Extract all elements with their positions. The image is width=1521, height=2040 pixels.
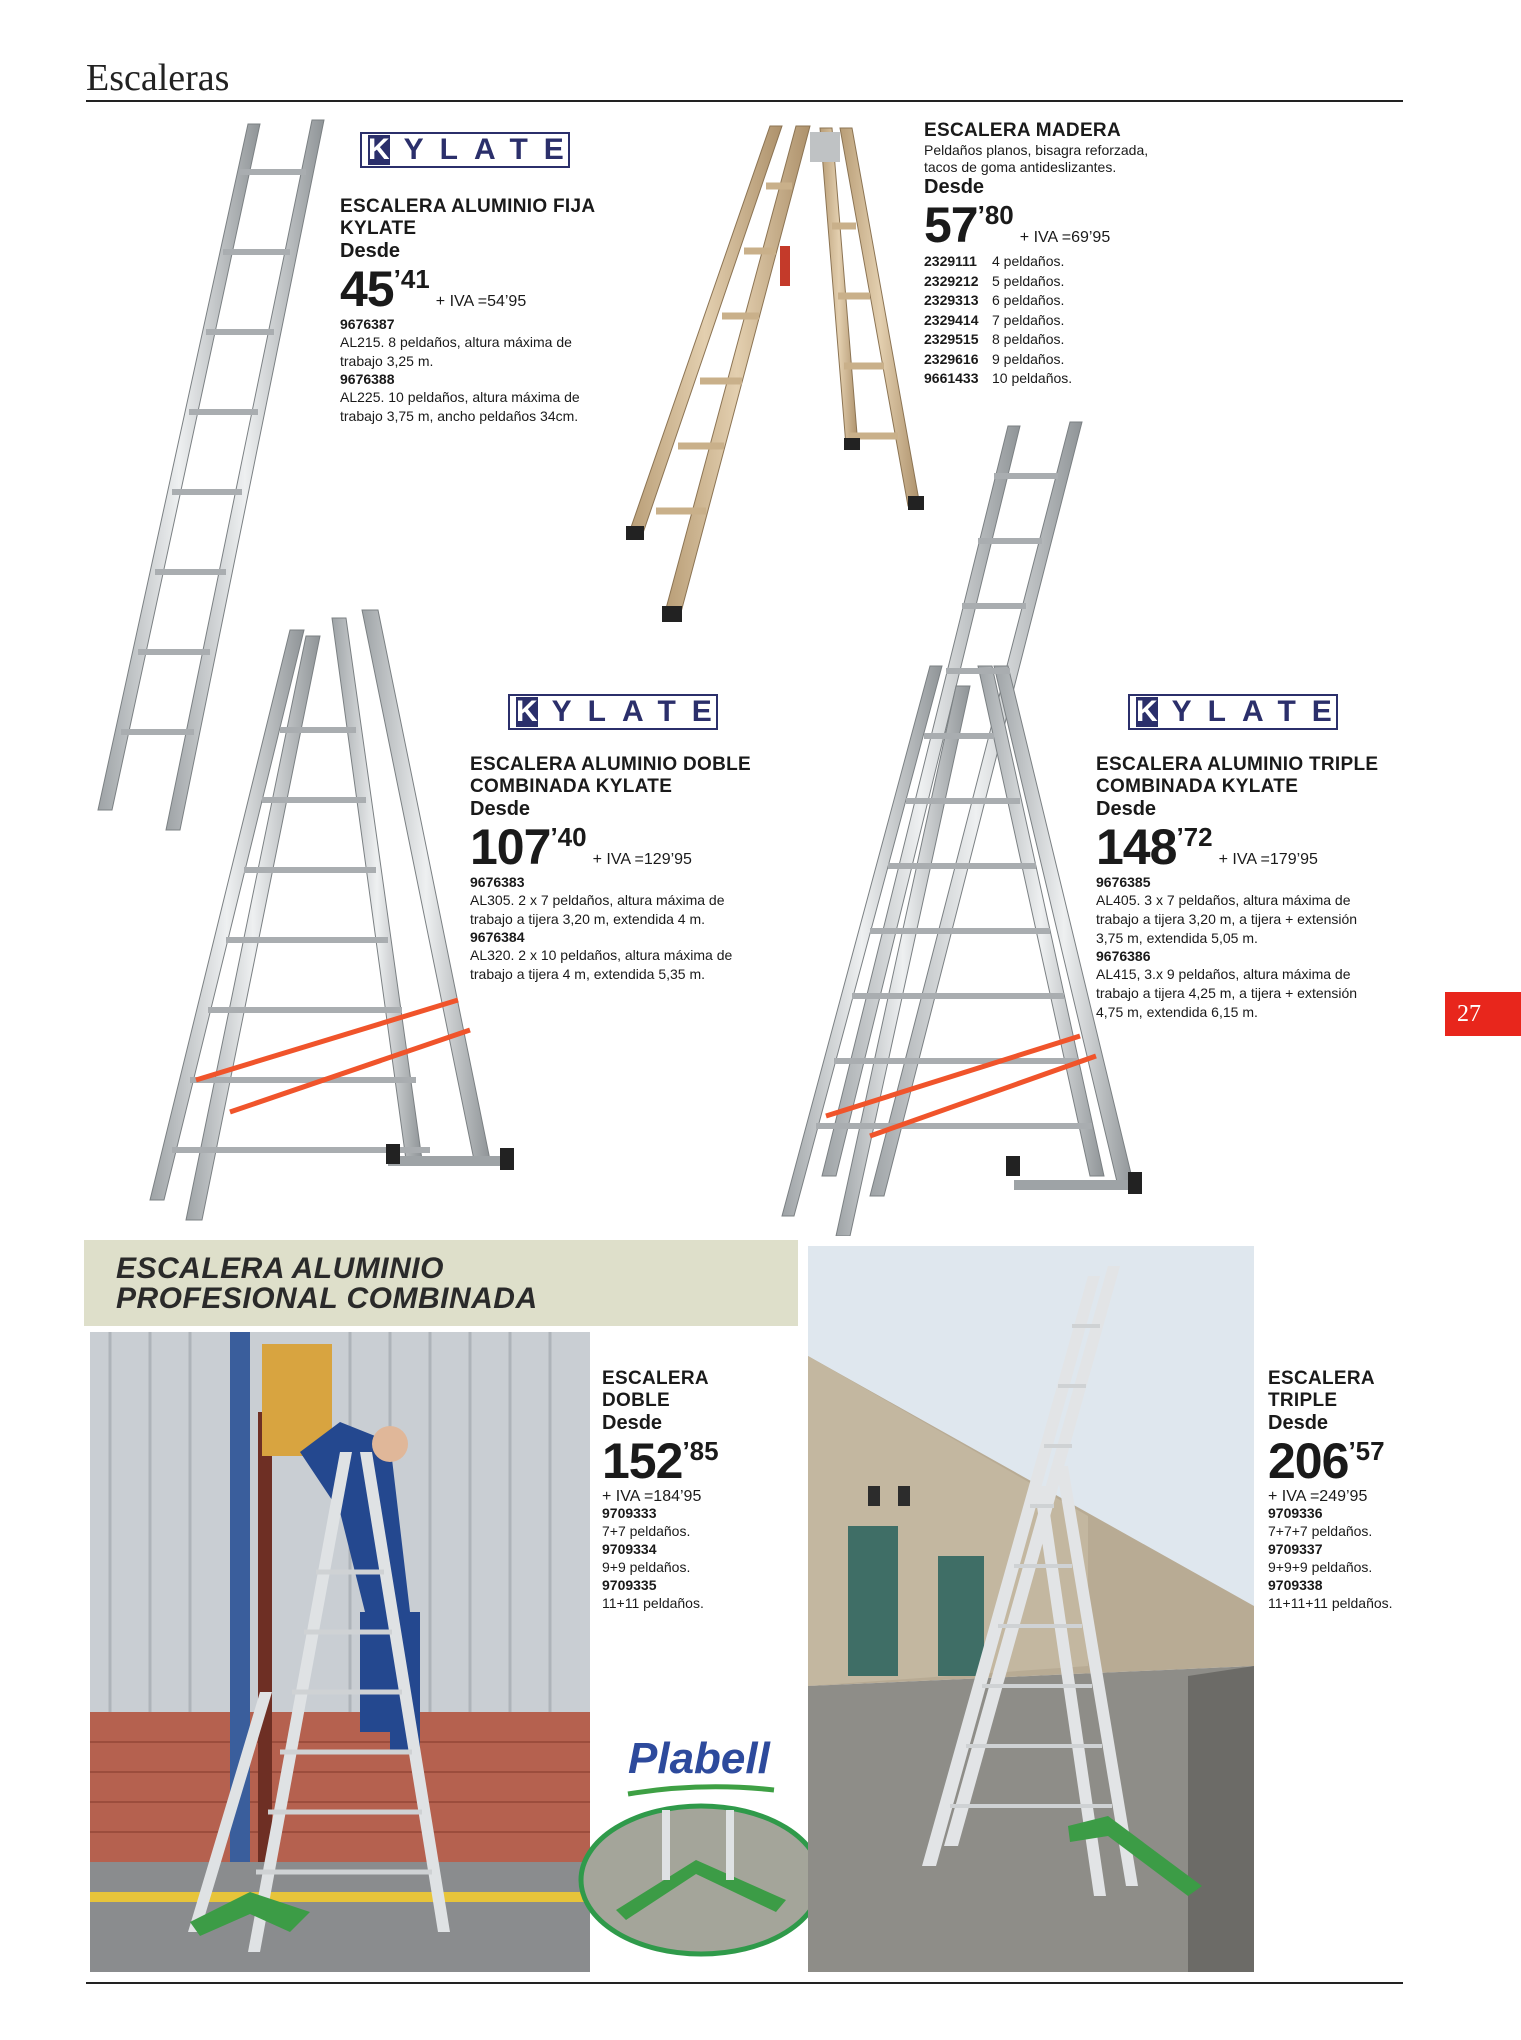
product-code-desc: 9+9+9 peldaños. xyxy=(1268,1559,1373,1575)
desde-label: Desde xyxy=(602,1412,663,1434)
product-code-desc: AL305. 2 x 7 peldaños, altura máxima de xyxy=(470,892,725,908)
product-code: 2329111 xyxy=(924,253,977,269)
product-title: ESCALERA MADERA xyxy=(924,120,1121,141)
desde-label: Desde xyxy=(1268,1412,1329,1434)
price-with-iva: + IVA =54’95 xyxy=(435,293,527,310)
price xyxy=(1096,819,1416,875)
plabell-logo: Plabell xyxy=(628,1734,770,1783)
product-title: ESCALERA xyxy=(602,1368,709,1389)
kylate-logo-text: YLATE xyxy=(1171,695,1348,728)
kylate-logo-initial: K xyxy=(1136,695,1158,728)
product-fija xyxy=(340,196,640,426)
model-desc: 9 peldaños. xyxy=(992,350,1065,367)
price-decimal: ’40 xyxy=(550,822,587,852)
product-code: 2329212 xyxy=(924,272,979,289)
product-pro-triple xyxy=(1268,1368,1468,1613)
product-title: ESCALERA ALUMINIO FIJA xyxy=(340,196,596,217)
photo-foot-detail xyxy=(576,1800,826,1960)
price xyxy=(1268,1433,1468,1489)
product-madera xyxy=(924,120,1214,389)
product-code-desc: trabajo 3,25 m. xyxy=(340,353,434,369)
product-code-desc: 7+7 peldaños. xyxy=(602,1523,691,1539)
model-desc: 4 peldaños. xyxy=(992,253,1065,269)
product-code: 2329313 xyxy=(924,292,979,308)
model-row xyxy=(924,369,1214,389)
page-number-tab xyxy=(1445,992,1521,1036)
product-code-desc: 9+9 peldaños. xyxy=(602,1559,691,1575)
product-code: 9676385 xyxy=(1096,874,1151,890)
kylate-logo xyxy=(508,694,728,730)
kylate-logo xyxy=(360,132,580,168)
product-code: 2329616 xyxy=(924,350,979,367)
model-desc: 8 peldaños. xyxy=(992,331,1065,347)
kylate-logo-initial: K xyxy=(368,133,390,166)
footer-rule xyxy=(86,1982,1403,1984)
product-title: ESCALERA xyxy=(1268,1368,1375,1389)
product-description: tacos de goma antideslizantes. xyxy=(924,159,1117,175)
product-title-line2: COMBINADA KYLATE xyxy=(470,776,673,797)
price-with-iva: + IVA =179’95 xyxy=(1218,851,1318,868)
product-code-desc: AL415, 3.x 9 peldaños, altura máxima de xyxy=(1096,966,1351,982)
product-description: Peldaños planos, bisagra reforzada, xyxy=(924,142,1149,158)
price-with-iva: + IVA =129’95 xyxy=(592,851,692,868)
product-code-desc: 7+7+7 peldaños. xyxy=(1268,1523,1373,1539)
price-integer: 152 xyxy=(602,1433,683,1489)
price xyxy=(340,261,640,317)
model-row xyxy=(924,252,1214,272)
product-code: 2329414 xyxy=(924,311,979,328)
desde-label: Desde xyxy=(924,176,985,198)
product-title-line2: KYLATE xyxy=(340,218,417,239)
section-title: Escaleras xyxy=(86,57,230,99)
model-desc: 10 peldaños. xyxy=(992,370,1073,386)
price-decimal: ’41 xyxy=(393,264,430,294)
model-row xyxy=(924,350,1214,370)
product-title-line2: DOBLE xyxy=(602,1390,670,1411)
product-code-desc: 4,75 m, extendida 6,15 m. xyxy=(1096,1004,1258,1020)
product-code-desc: trabajo a tijera 3,20 m, a tijera + extensión xyxy=(1096,911,1358,927)
price-with-iva: + IVA =69’95 xyxy=(1019,229,1111,246)
price xyxy=(924,197,1214,253)
product-code-desc: trabajo a tijera 4,25 m, a tijera + extensión xyxy=(1096,985,1358,1001)
product-code-desc: 11+11 peldaños. xyxy=(602,1595,704,1611)
price-with-iva: + IVA =249’95 xyxy=(1268,1488,1368,1505)
plabell-logo-swoosh xyxy=(626,1784,776,1798)
price-with-iva: + IVA =184’95 xyxy=(602,1488,702,1505)
banner-title-line2: PROFESIONAL COMBINADA xyxy=(116,1282,538,1315)
price-integer: 45 xyxy=(340,261,394,317)
product-code: 9676387 xyxy=(340,316,395,332)
product-code: 9661433 xyxy=(924,370,979,386)
photo-pro-doble xyxy=(90,1332,590,1972)
price xyxy=(470,819,800,875)
price-decimal: ’72 xyxy=(1176,822,1213,852)
product-code-desc: 11+11+11 peldaños. xyxy=(1268,1595,1393,1611)
kylate-logo xyxy=(1128,694,1348,730)
product-code-desc: AL225. 10 peldaños, altura máxima de xyxy=(340,389,580,405)
product-code: 9676384 xyxy=(470,929,525,945)
price-integer: 107 xyxy=(470,819,551,875)
product-code: 9709334 xyxy=(602,1541,657,1557)
model-row xyxy=(924,291,1214,311)
model-desc: 7 peldaños. xyxy=(992,311,1065,328)
product-triple xyxy=(1096,754,1416,1022)
product-doble xyxy=(470,754,800,984)
price-integer: 57 xyxy=(924,197,978,253)
page-number: 27 xyxy=(1457,1000,1481,1027)
product-title: ESCALERA ALUMINIO TRIPLE xyxy=(1096,754,1379,775)
product-title-line2: COMBINADA KYLATE xyxy=(1096,776,1299,797)
product-code-desc: trabajo a tijera 3,20 m, extendida 4 m. xyxy=(470,911,706,927)
model-row xyxy=(924,311,1214,331)
model-row xyxy=(924,272,1214,292)
product-code: 9676383 xyxy=(470,874,525,890)
product-code-desc: AL405. 3 x 7 peldaños, altura máxima de xyxy=(1096,892,1351,908)
kylate-logo-text: YLATE xyxy=(551,695,728,728)
kylate-logo-text: YLATE xyxy=(403,133,580,166)
desde-label: Desde xyxy=(340,240,401,262)
product-code-desc: trabajo a tijera 4 m, extendida 5,35 m. xyxy=(470,966,706,982)
product-code: 9709338 xyxy=(1268,1577,1323,1593)
product-code: 9709335 xyxy=(602,1577,657,1593)
price-decimal: ’57 xyxy=(1348,1436,1385,1466)
model-desc: 5 peldaños. xyxy=(992,272,1065,289)
desde-label: Desde xyxy=(1096,798,1157,820)
banner-title-line1: ESCALERA ALUMINIO xyxy=(116,1252,444,1285)
banner-title xyxy=(116,1254,538,1314)
model-desc: 6 peldaños. xyxy=(992,292,1065,308)
product-code: 2329515 xyxy=(924,331,979,347)
product-code-desc: trabajo 3,75 m, ancho peldaños 34cm. xyxy=(340,408,579,424)
kylate-logo-initial: K xyxy=(516,695,538,728)
photo-pro-triple xyxy=(808,1246,1254,1972)
product-code: 9676386 xyxy=(1096,948,1151,964)
product-code: 9709333 xyxy=(602,1505,657,1521)
price-integer: 148 xyxy=(1096,819,1177,875)
desde-label: Desde xyxy=(470,798,531,820)
product-code: 9709336 xyxy=(1268,1505,1323,1521)
price-integer: 206 xyxy=(1268,1433,1349,1489)
product-code: 9709337 xyxy=(1268,1541,1323,1557)
product-code-desc: AL320. 2 x 10 peldaños, altura máxima de xyxy=(470,947,733,963)
product-title-line2: TRIPLE xyxy=(1268,1390,1338,1411)
price xyxy=(602,1433,802,1489)
model-row xyxy=(924,330,1214,350)
product-title: ESCALERA ALUMINIO DOBLE xyxy=(470,754,751,775)
price-decimal: ’85 xyxy=(682,1436,719,1466)
product-code-desc: AL215. 8 peldaños, altura máxima de xyxy=(340,334,572,350)
price-decimal: ’80 xyxy=(977,200,1014,230)
header-rule xyxy=(86,100,1403,102)
product-code: 9676388 xyxy=(340,371,395,387)
product-code-desc: 3,75 m, extendida 5,05 m. xyxy=(1096,930,1258,946)
section-banner xyxy=(84,1240,798,1326)
product-pro-doble xyxy=(602,1368,802,1613)
